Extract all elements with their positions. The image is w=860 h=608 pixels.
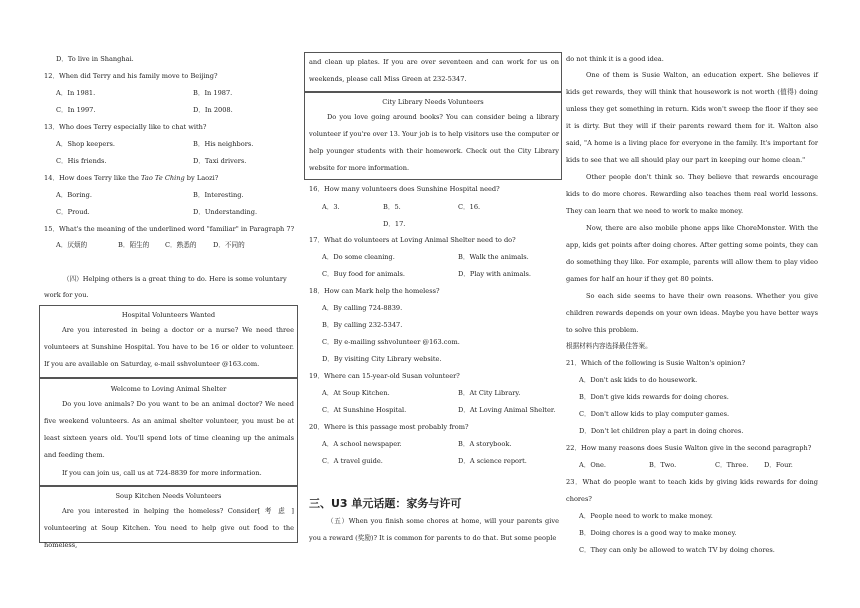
q16-option-a: A．3. xyxy=(322,203,340,211)
question-22: 22．How many reasons does Susie Walton give in the second paragraph? xyxy=(566,444,812,452)
passage-para-5: So each side seems to have their own reasons. Whether you give children rewards depends on your own ideas. Maybe you have better ways to solve this problem. xyxy=(566,292,818,334)
question-12: 12．When did Terry and his family move to Beijing? xyxy=(44,72,218,80)
q23-option-c: C．They can only be allowed to watch TV by doing chores. xyxy=(579,546,775,554)
passage-para-4: Now, there are also mobile phone apps like ChoreMonster. With the app, kids get points after doing chores. After getting some points, they can do something they like. For example, parents will allow them to play video games for half an hour if they get 80 points. xyxy=(566,224,818,283)
q18-option-c: C．By e-mailing sshvolunteer @163.com. xyxy=(322,338,460,346)
q19-option-c: C．At Sunshine Hospital. xyxy=(322,406,407,414)
q13-option-b: B．His neighbors. xyxy=(193,140,254,148)
question-17: 17．What do volunteers at Loving Animal Shelter need to do? xyxy=(309,236,516,244)
section-4-intro-cont: work for you. xyxy=(44,291,89,299)
q20-option-c: C．A travel guide. xyxy=(322,457,383,465)
section-4-intro: （四）Helping others is a great thing to do. Here is some voluntary xyxy=(63,275,287,283)
city-library-box-text: Do you love going around books? You can consider being a library volunteer if you're over 13. Your job is to help visitors use the computer or help younger students with their homework. Check out the City Library website for more information. xyxy=(309,113,559,172)
instruction: 根据材料内容选择最佳答案。 xyxy=(566,342,652,350)
q20-option-b: B．A storybook. xyxy=(458,440,512,448)
q14-option-b: B．Interesting. xyxy=(193,191,244,199)
q15-option-d: D．不同的 xyxy=(213,241,245,249)
passage-para-1: do not think it is a good idea. xyxy=(566,55,664,63)
q17-option-d: D．Play with animals. xyxy=(458,270,531,278)
q19-option-d: D．At Loving Animal Shelter. xyxy=(458,406,556,414)
q17-option-c: C．Buy food for animals. xyxy=(322,270,405,278)
question-16: 16．How many volunteers does Sunshine Hospital need? xyxy=(309,185,500,193)
question-19: 19．Where can 15-year-old Susan volunteer? xyxy=(309,372,460,380)
section-3-heading: 三、U3 单元话题：家务与许可 xyxy=(309,497,462,510)
question-20: 20．Where is this passage most probably from? xyxy=(309,423,469,431)
q22-option-c: C．Three. xyxy=(715,461,749,469)
hospital-box-title: Hospital Volunteers Wanted xyxy=(121,311,216,319)
q13-option-a: A．Shop keepers. xyxy=(56,140,115,148)
question-18: 18．How can Mark help the homeless? xyxy=(309,287,440,295)
question-23: 23．What do people want to teach kids by giving kids rewards for doing chores? xyxy=(566,478,818,503)
q18-option-b: B．By calling 232-5347. xyxy=(322,321,403,329)
q14-pre: 14．How does Terry like the xyxy=(44,174,142,182)
q15-option-b: B．陌生的 xyxy=(118,241,150,249)
question-21: 21．Which of the following is Susie Walton's opinion? xyxy=(566,359,746,367)
q19-option-b: B．At City Library. xyxy=(458,389,521,397)
q14-option-a: A．Boring. xyxy=(56,191,92,199)
question-13: 13．Who does Terry especially like to chat with? xyxy=(44,123,207,131)
q16-option-d: D．17. xyxy=(383,220,406,228)
q17-option-b: B．Walk the animals. xyxy=(458,253,529,261)
q14-option-c: C．Proud. xyxy=(56,208,90,216)
soup-kitchen-box-text: Are you interested in helping the homeless? Consider[ 考 虑 ] volunteering at Soup Kitchen. You need to help give out food to the homeless, xyxy=(44,507,294,549)
q21-option-d: D．Don't let children play a part in doing chores. xyxy=(579,427,744,435)
q22-option-d: D．Four. xyxy=(764,461,793,469)
q23-option-b: B．Doing chores is a good way to make money. xyxy=(579,529,737,537)
section-5-intro: （五）When you finish some chores at home, will your parents give you a reward (奖励)? It is common for parents to do that. But some people xyxy=(309,517,559,542)
q13-option-c: C．His friends. xyxy=(56,157,107,165)
city-library-box-title: City Library Needs Volunteers xyxy=(382,98,484,106)
passage-para-3: Other people don't think so. They believe that rewards encourage kids to do more chores. Rewarding also teaches them real world lessons. They can learn that we need to work to make money. xyxy=(566,173,818,215)
hospital-box-text: Are you interested in being a doctor or a nurse? We need three volunteers at Sunshine Hospital. You have to be 16 or older to volunteer. If you are available on Saturday, e-mail sshvolunteer @163.com. xyxy=(44,326,294,368)
q17-option-a: A．Do some cleaning. xyxy=(322,253,395,261)
q20-option-d: D．A science report. xyxy=(458,457,527,465)
q21-option-b: B．Don't give kids rewards for doing chores. xyxy=(579,393,729,401)
q19-option-a: A．At Soup Kitchen. xyxy=(322,389,390,397)
q16-option-c: C．16. xyxy=(458,203,481,211)
q23-option-a: A．People need to work to make money. xyxy=(579,512,713,520)
q21-option-c: C．Don't allow kids to play computer games. xyxy=(579,410,730,418)
q20-option-a: A．A school newspaper. xyxy=(322,440,402,448)
q12-option-c: C．In 1997. xyxy=(56,106,96,114)
q12-option-b: B．In 1987. xyxy=(193,89,233,97)
question-15: 15．What's the meaning of the underlined word "familiar" in Paragraph 7? xyxy=(44,225,295,233)
passage-para-2: One of them is Susie Walton, an education expert. She believes if kids get rewards, they will think that housework is not worth (值得) doing unless they get something in return. Kids won't sweep the floor if they see it is dirty. But they will if their parents reward them for it. Walton also said, "A home is a living place for everyone in the family. It's important for kids to see that we all should play our part in keeping our home clean." xyxy=(566,71,818,164)
q18-option-a: A．By calling 724-8839. xyxy=(322,304,403,312)
q16-option-b: B．5. xyxy=(383,203,401,211)
q22-option-a: A．One. xyxy=(579,461,607,469)
q15-option-c: C．熟悉的 xyxy=(165,241,197,249)
q14-option-d: D．Understanding. xyxy=(193,208,258,216)
soup-kitchen-box-title: Soup Kitchen Needs Volunteers xyxy=(115,492,222,500)
q12-option-d: D．In 2008. xyxy=(193,106,233,114)
question-14 xyxy=(44,174,218,183)
animal-shelter-box-text: Do you love animals? Do you want to be an animal doctor? We need five weekend volunteers. As an animal shelter volunteer, you must be at least sixteen years old. You'll spend lots of time cleaning up the animals and feeding them. xyxy=(44,400,294,459)
q14-book-title: Tao Te Ching xyxy=(141,174,185,182)
animal-shelter-box-contact: If you can join us, call us at 724-8839 for more information. xyxy=(62,469,262,477)
q21-option-a: A．Don't ask kids to do housework. xyxy=(579,376,698,384)
q18-option-d: D．By visiting City Library website. xyxy=(322,355,442,363)
q15-option-a: A．厌烦的 xyxy=(56,241,88,249)
soup-kitchen-box-cont-text: and clean up plates. If you are over seventeen and can work for us on weekends, please call Miss Green at 232-5347. xyxy=(309,58,559,83)
q11-option-d: D．To live in Shanghai. xyxy=(56,55,134,63)
q13-option-d: D．Taxi drivers. xyxy=(193,157,247,165)
q22-option-b: B．Two. xyxy=(649,461,677,469)
animal-shelter-box-title: Welcome to Loving Animal Shelter xyxy=(110,385,227,393)
q14-post: by Laozi? xyxy=(184,174,219,182)
q12-option-a: A．In 1981. xyxy=(56,89,96,97)
